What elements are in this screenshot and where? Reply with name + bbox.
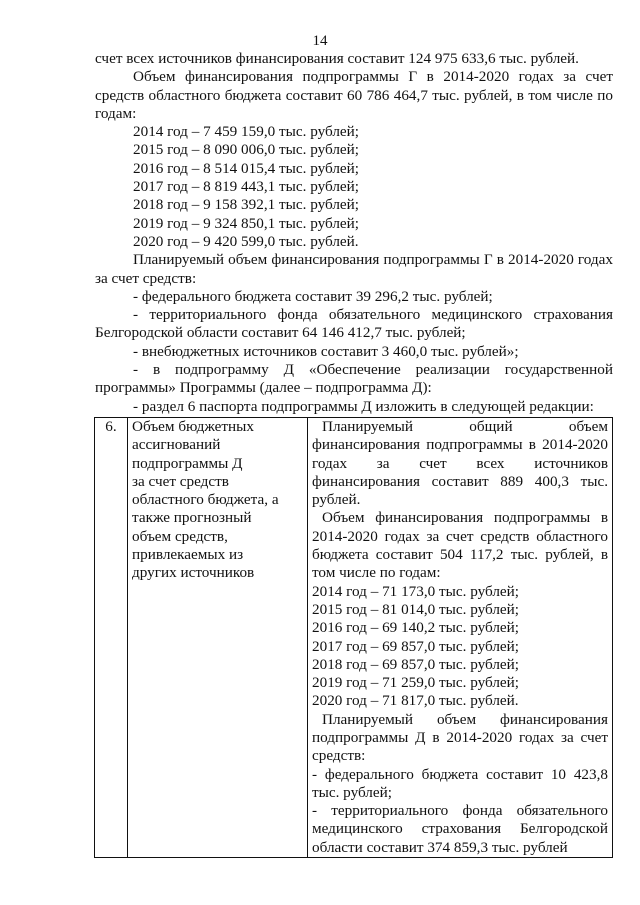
list-item: 2018 год – 69 857,0 тыс. рублей; — [312, 655, 520, 673]
list-item: 2019 год – 71 259,0 тыс. рублей; — [312, 674, 520, 692]
page-number: 14 — [312, 33, 328, 49]
label-line: других источников — [132, 564, 255, 582]
table-label-cell — [128, 417, 308, 857]
content-total: Планируемый общий объем финансирования подпрограммы в 2014-2020 годах за счет всех источников финансирования составит 889 400,3 тыс. рублей. — [312, 417, 608, 509]
list-item: 2020 год – 9 420 599,0 тыс. рублей. — [133, 232, 359, 250]
list-item: 2020 год – 71 817,0 тыс. рублей. — [312, 692, 519, 710]
label-line: также прогнозный — [132, 509, 252, 527]
label-line: за счет средств — [132, 472, 229, 490]
source-federal-g: - федерального бюджета составит 39 296,2 тыс. рублей; — [133, 287, 493, 305]
section-6-intro: - раздел 6 паспорта подпрограммы Д изложить в следующей редакции: — [133, 397, 594, 415]
years-list-g — [95, 123, 613, 251]
list-item: 2017 год – 69 857,0 тыс. рублей; — [312, 637, 520, 655]
content-planned: Планируемый объем финансирования подпрограммы Д в 2014-2020 годах за счет средств: — [312, 710, 608, 765]
content-tfoms: - территориального фонда обязательного медицинского страхования Белгородской области составит 374 859,3 тыс. рублей — [312, 802, 608, 856]
list-item: 2019 год – 9 324 850,1 тыс. рублей; — [133, 214, 360, 232]
list-item: 2015 год – 81 014,0 тыс. рублей; — [312, 600, 520, 618]
table-row — [95, 417, 613, 857]
label-line: областного бюджета, а — [132, 491, 279, 509]
subprogram-d-intro: - в подпрограмму Д «Обеспечение реализации государственной программы» Программы (далее – подпрограмма Д): — [95, 361, 613, 397]
label-line: Объем бюджетных — [132, 417, 254, 435]
paragraph-planned-g: Планируемый объем финансирования подпрограммы Г в 2014-2020 годах за счет средств: — [95, 251, 613, 287]
list-item: 2016 год – 69 140,2 тыс. рублей; — [312, 619, 520, 637]
document-body — [95, 50, 613, 858]
label-line: привлекаемых из — [132, 546, 244, 564]
list-item: 2015 год – 8 090 006,0 тыс. рублей; — [133, 141, 360, 159]
source-tfoms-g: - территориального фонда обязательного медицинского страхования Белгородской области составит 64 146 412,7 тыс. рублей; — [95, 306, 613, 342]
list-item: 2014 год – 7 459 159,0 тыс. рублей; — [133, 123, 360, 141]
label-line: подпрограммы Д — [132, 454, 243, 472]
list-item: 2016 год – 8 514 015,4 тыс. рублей; — [133, 159, 360, 177]
list-item: 2014 год – 71 173,0 тыс. рублей; — [312, 582, 520, 600]
passport-table — [94, 417, 613, 858]
table-content-cell — [308, 417, 613, 857]
paragraph-total-g: счет всех источников финансирования составит 124 975 633,6 тыс. рублей. — [95, 50, 579, 67]
paragraph-regional-g: Объем финансирования подпрограммы Г в 2014-2020 годах за счет средств областного бюджета составит 60 786 464,7 тыс. рублей, в том числе по годам: — [95, 68, 613, 122]
table-row-number: 6. — [95, 417, 128, 857]
content-federal: - федерального бюджета составит 10 423,8 тыс. рублей; — [312, 765, 608, 801]
source-offbudget-g: - внебюджетных источников составит 3 460,0 тыс. рублей»; — [133, 342, 519, 360]
label-line: ассигнований — [132, 436, 221, 454]
list-item: 2018 год – 9 158 392,1 тыс. рублей; — [133, 196, 360, 214]
list-item: 2017 год – 8 819 443,1 тыс. рублей; — [133, 178, 360, 196]
content-regional: Объем финансирования подпрограммы в 2014-2020 годах за счет средств областного бюджета составит 504 117,2 тыс. рублей, в том числе по годам: — [312, 509, 608, 582]
label-line: объем средств, — [132, 527, 228, 545]
